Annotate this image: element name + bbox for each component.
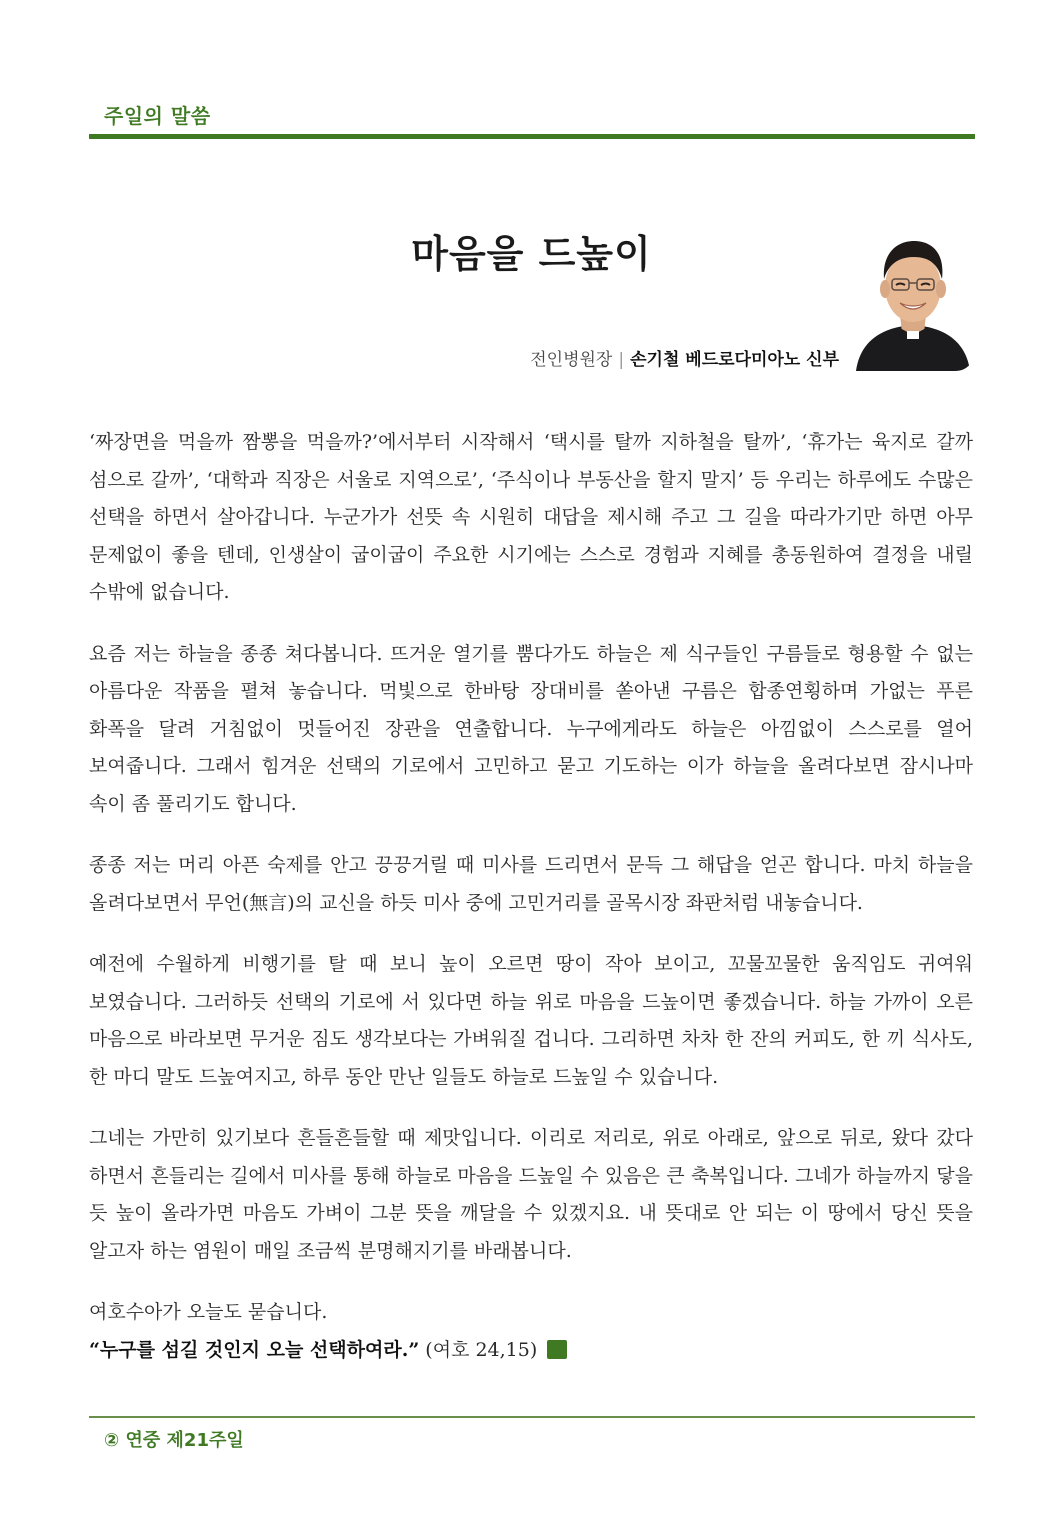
article-title: 마음을 드높이: [411, 231, 652, 277]
bottom-divider: [89, 1416, 975, 1418]
paragraph: ‘짜장면을 먹을까 짬뽕을 먹을까?’에서부터 시작해서 ‘택시를 탈까 지하철을 탈까’, ‘휴가는 육지로 갈까 섬으로 갈까’, ‘대학과 직장은 서울로 지역으로’, ‘주식이나 부동산을 할지 말지’ 등 우리는 하루에도 수많은 선택을 하면서 살아갑니다. 누군가가 선뜻 속 시원히 대답을 제시해 주고 그 길을 따라가기만 하면 아무 문제없이 좋을 텐데, 인생살이 굽이굽이 주요한 시기에는 스스로 경험과 지혜를 총동원하여 결정을 내릴 수밖에 없습니다.: [89, 431, 974, 603]
paragraph: 그네는 가만히 있기보다 흔들흔들할 때 제맛입니다. 이리로 저리로, 위로 아래로, 앞으로 뒤로, 왔다 갔다 하면서 흔들리는 길에서 미사를 통해 하늘로 마음을 드높일 수 있음은 큰 축복입니다. 그네가 하늘까지 닿을 듯 높이 올라가면 마음도 가벼이 그분 뜻을 깨달을 수 있겠지요. 내 뜻대로 안 되는 이 땅에서 당신 뜻을 알고자 하는 염원이 매일 조금씩 분명해지기를 바래봅니다.: [89, 1127, 973, 1262]
scripture-quote-line: [89, 1332, 973, 1370]
closing-line: 여호수아가 오늘도 묻습니다.: [89, 1301, 328, 1323]
page-footer: ② 연중 제21주일: [104, 1430, 244, 1451]
author-name: 손기철 베드로다미아노 신부: [630, 350, 839, 370]
paragraph: 예전에 수월하게 비행기를 탈 때 보니 높이 오르면 땅이 작아 보이고, 꼬물꼬물한 움직임도 귀여워 보였습니다. 그러하듯 선택의 기로에 서 있다면 하늘 위로 마음을 드높이면 좋겠습니다. 하늘 가까이 오른 마음으로 바라보면 무거운 짐도 생각보다는 가벼워질 겁니다. 그리하면 차차 한 잔의 커피도, 한 끼 식사도, 한 마디 말도 드높여지고, 하루 동안 만난 일들도 하늘로 드높일 수 있습니다.: [89, 953, 973, 1088]
byline-separator: |: [618, 350, 625, 370]
section-label: 주일의 말씀: [104, 104, 211, 128]
author-portrait-icon: [852, 223, 974, 371]
article-body: [89, 424, 973, 1369]
author-photo: [852, 223, 974, 371]
end-mark-icon: [547, 1340, 567, 1359]
top-divider: [89, 134, 975, 139]
scripture-reference: (여호 24,15): [425, 1338, 538, 1361]
byline: [530, 345, 839, 370]
scripture-quote: “누구를 섬길 것인지 오늘 선택하여라.”: [89, 1338, 420, 1361]
author-role: 전인병원장: [530, 350, 613, 370]
paragraph: 요즘 저는 하늘을 종종 쳐다봅니다. 뜨거운 열기를 뿜다가도 하늘은 제 식구들인 구름들로 형용할 수 없는 아름다운 작품을 펼쳐 놓습니다. 먹빛으로 한바탕 장대비를 쏟아낸 구름은 합종연횡하며 가없는 푸른 화폭을 달려 거침없이 멋들어진 장관을 연출합니다. 누구에게라도 하늘은 아낌없이 스스로를 열어 보여줍니다. 그래서 힘겨운 선택의 기로에서 고민하고 묻고 기도하는 이가 하늘을 올려다보면 잠시나마 속이 좀 풀리기도 합니다.: [89, 642, 973, 815]
paragraph: 종종 저는 머리 아픈 숙제를 안고 끙끙거릴 때 미사를 드리면서 문득 그 해답을 얻곤 합니다. 마치 하늘을 올려다보면서 무언(無言)의 교신을 하듯 미사 중에 고민거리를 골목시장 좌판처럼 내놓습니다.: [89, 854, 973, 914]
